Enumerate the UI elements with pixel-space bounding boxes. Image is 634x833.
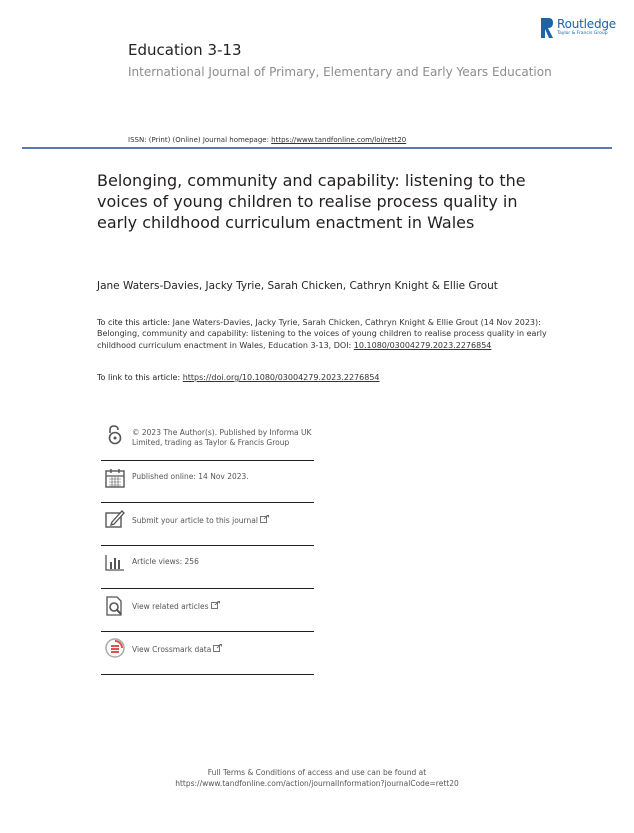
published-row (101, 464, 314, 502)
external-link-icon (213, 644, 222, 652)
views-row (101, 549, 314, 587)
meta-divider (101, 545, 314, 546)
meta-divider (101, 460, 314, 461)
citation-text: Jane Waters-Davies, Jacky Tyrie, Sarah Chicken, Cathryn Knight & Ellie Grout (14 Nov 2023): Belonging, community and capability: listening to the voices of young children to realise process quality in early childhood curriculum enactment in Wales, Education 3-13, DOI: (97, 318, 547, 350)
footer-terms-link[interactable]: https://www.tandfonline.com/action/journalInformation?journalCode=rett20 (175, 779, 459, 788)
submit-row[interactable] (101, 506, 314, 544)
search-document-icon (104, 595, 126, 617)
calendar-icon (104, 467, 126, 489)
publisher-brand: Routledge (557, 17, 616, 31)
article-link-line (97, 373, 380, 382)
article-doi-url[interactable]: https://doi.org/10.1080/03004279.2023.2276854 (182, 373, 380, 382)
article-authors: Jane Waters-Davies, Jacky Tyrie, Sarah Chicken, Cathryn Knight & Ellie Grout (97, 280, 498, 292)
meta-divider (101, 502, 314, 503)
citation-label: To cite this article: (97, 318, 173, 327)
open-access-icon (104, 424, 126, 446)
publisher-logo (540, 17, 622, 41)
footer (0, 767, 634, 789)
article-link-label: To link to this article: (97, 373, 183, 382)
external-link-icon (211, 601, 220, 609)
meta-divider (101, 588, 314, 589)
open-access-row (101, 424, 314, 459)
footer-terms-text: Full Terms & Conditions of access and use can be found at (207, 768, 427, 777)
published-date: Published online: 14 Nov 2023. (132, 472, 249, 481)
journal-title: Education 3-13 (128, 41, 242, 59)
meta-divider (101, 631, 314, 632)
issn-line (128, 136, 406, 144)
related-articles-link[interactable] (132, 601, 220, 612)
edit-icon (104, 508, 126, 530)
crossmark-link[interactable] (132, 644, 222, 655)
submit-article-text[interactable]: Submit your article to this journal (132, 516, 258, 525)
related-articles-text[interactable]: View related articles (132, 602, 209, 611)
citation-block (97, 317, 547, 351)
meta-divider (101, 674, 314, 675)
external-link-icon (260, 515, 269, 523)
journal-subtitle: International Journal of Primary, Elementary and Early Years Education (128, 65, 552, 79)
routledge-logo-icon (540, 17, 554, 39)
related-row[interactable] (101, 592, 314, 630)
crossmark-icon (104, 637, 126, 659)
crossmark-row[interactable] (101, 635, 314, 673)
citation-doi-link[interactable]: 10.1080/03004279.2023.2276854 (353, 340, 492, 350)
journal-homepage-link[interactable]: https://www.tandfonline.com/loi/rett20 (271, 136, 407, 144)
article-views: Article views: 256 (132, 557, 199, 566)
publisher-tagline: Taylor & Francis Group (557, 31, 608, 36)
issn-text: ISSN: (Print) (Online) Journal homepage: (128, 136, 272, 144)
header-divider (22, 147, 612, 149)
article-title: Belonging, community and capability: listening to the voices of young children to realise process quality in early childhood curriculum enactment in Wales (97, 171, 526, 232)
bar-chart-icon (104, 551, 126, 573)
submit-article-link[interactable] (132, 515, 269, 526)
open-access-text: © 2023 The Author(s). Published by Informa UK Limited, trading as Taylor & Francis Group (132, 428, 312, 447)
crossmark-text[interactable]: View Crossmark data (132, 645, 212, 654)
